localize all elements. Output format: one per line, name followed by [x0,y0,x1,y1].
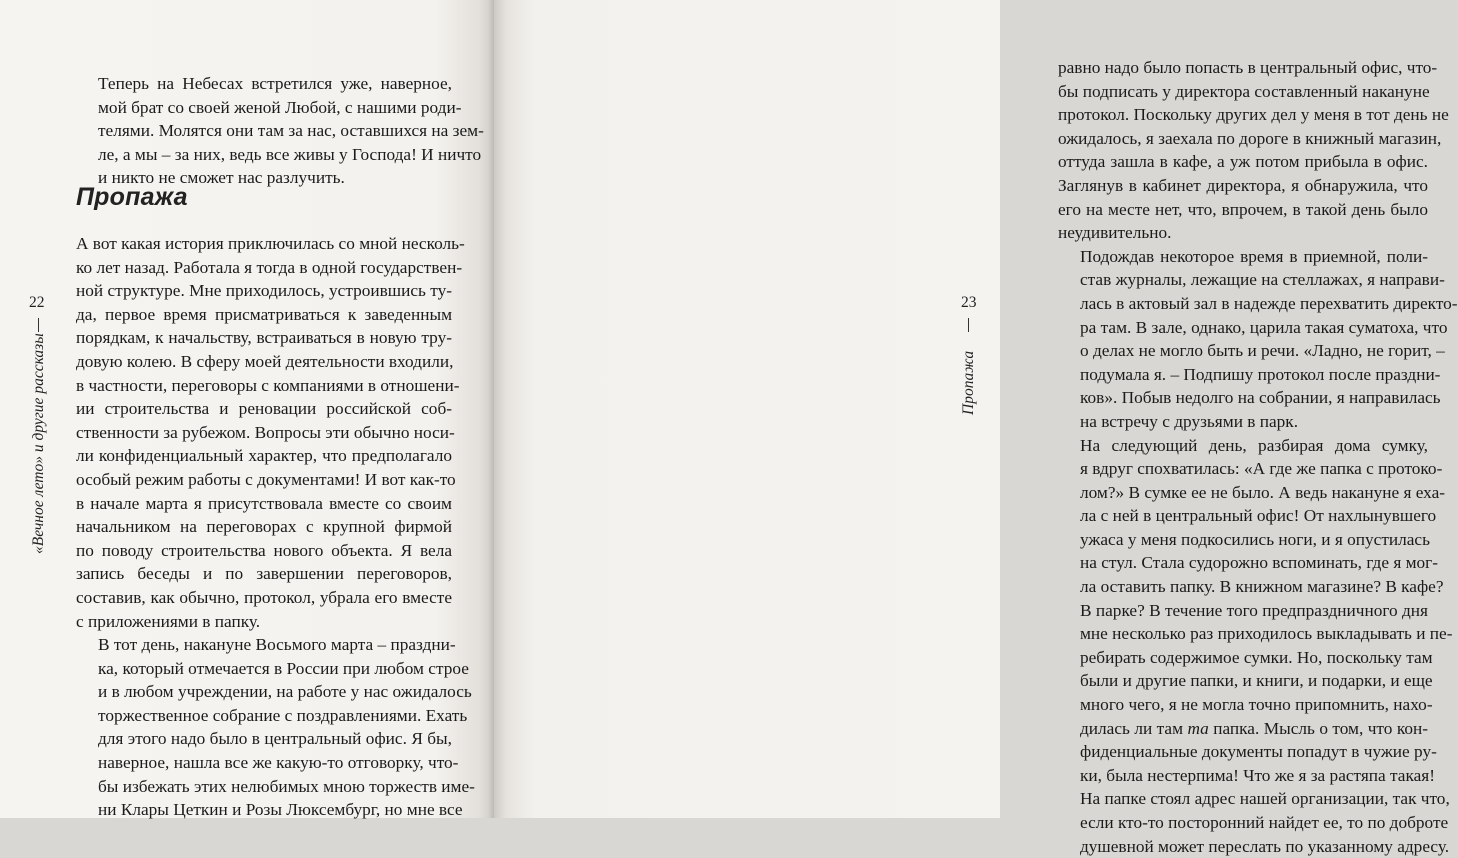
text-line: начальником на переговорах с крупной фирмой [76,517,452,537]
left-page [0,0,494,818]
text-line: душевной может переслать по указанному адресу. [1080,836,1450,856]
text-line: я вдруг спохватилась: «А где же папка с протоко- [1080,459,1443,479]
text-line: дилась ли там та папка. Мысль о том, что кон- [1080,718,1428,738]
section-heading: Пропажа [76,183,188,211]
text-line: торжественное собрание с поздравлениями. Ехать [98,705,468,725]
text-line: и в любом учреждении, на работе у нас ожидалось [98,682,472,702]
text-line: лась в актовый зал в надежде перехватить директо- [1080,293,1458,313]
text-line: ужаса у меня подкосились ноги, и я опустилась [1080,529,1430,549]
text-line: оттуда зашла в кафе, а уж потом прибыла в офис. [1058,152,1428,172]
text-line: На папке стоял адрес нашей организации, так что, [1080,789,1450,809]
text-line: по поводу строительства нового объекта. Я вела [76,540,452,560]
text-line: ле, а мы – за них, ведь все живы у Господа! И ничто [98,144,482,164]
text-line: В тот день, накануне Восьмого марта – праздни- [98,635,456,655]
text-line: особый режим работы с документами! И вот как-то [76,469,456,489]
text-line: мой брат со своей женой Любой, с нашими роди- [98,97,462,117]
text-line: были и другие папки, и книги, и подарки, и еще [1080,671,1433,691]
text-line: довую колею. В сферу моей деятельности входили, [76,351,454,371]
text-line: ственности за рубежом. Вопросы эти обычно носи- [76,422,455,442]
text-line: ра там. В зале, однако, царила такая суматоха, что [1080,317,1448,337]
text-line: ков». Побыв недолго на собрании, я направилась [1080,388,1441,408]
right-running-head: Пропажа [960,350,977,415]
text-line: мне несколько раз приходилось выкладывать и пе- [1080,624,1453,644]
text-line: о делах не могло быть и речи. «Ладно, не горит, – [1080,341,1445,361]
text-line: в частности, переговоры с компаниями в отношени- [76,375,460,395]
text-line: порядкам, к начальству, встраиваться в новую тру- [76,328,452,348]
text-line: если кто-то посторонний найдет ее, то по доброте [1080,813,1449,832]
text-line: Заглянув в кабинет директора, я обнаружила, что [1058,175,1428,195]
text-line: ла с ней в центральный офис! От нахлынувшего [1080,506,1437,526]
text-line: ии строительства и реновации российской соб- [76,399,452,419]
left-page-number: 22 [29,294,45,311]
text-line: бы избежать этих нелюбимых мною торжеств име- [98,776,475,796]
text-line: на встречу с друзьями в парк. [1080,411,1299,431]
right-page [494,0,1458,856]
text-line: ла оставить папку. В книжном магазине? В кафе? [1080,577,1444,597]
right-margin-rule [968,318,969,332]
right-body-text [1058,56,1458,858]
text-line: протокол. Поскольку других дел у меня в тот день не [1058,105,1449,125]
text-line: На следующий день, разбирая дома сумку, [1080,435,1428,455]
text-line: ли конфиденциальный характер, что предполагало [76,446,452,466]
text-line: Теперь на Небесах встретился уже, наверное, [98,74,452,93]
text-line: ребирать содержимое сумки. Но, поскольку там [1080,647,1433,667]
left-body-text [76,232,475,822]
text-line: В парке? В течение того предпраздничного дня [1080,600,1428,620]
text-line: для этого надо было в центральный офис. Я бы, [98,729,452,749]
right-page-number: 23 [961,294,977,311]
text-line: ка, который отмечается в России при любом строе [98,658,469,678]
text-line: составив, как обычно, протокол, убрала его вместе [76,587,452,607]
text-line: подумала я. – Подпишу протокол после праздни- [1080,364,1441,384]
text-line: фиденциальные документы попадут в чужие ру- [1080,742,1437,762]
left-margin-rule [38,318,39,332]
text-line: А вот какая история приключилась со мной несколь- [76,234,465,253]
text-line: лом?» В сумке ее не было. А ведь накануне я еха- [1080,482,1445,502]
emphasis: та [1187,718,1209,738]
text-line: Подождав некоторое время в приемной, поли- [1080,246,1428,266]
text-line: много чего, я не могла точно припомнить, нахо- [1080,695,1433,715]
text-line: телями. Молятся они там за нас, оставшихся на зем- [98,121,484,141]
text-line: ни Клары Цеткин и Розы Люксембург, но мне все [98,800,463,820]
text-line: ко лет назад. Работала я тогда в одной государствен- [76,257,463,277]
text-line: равно надо было попасть в центральный офис, что- [1058,58,1438,77]
text-line: и никто не сможет нас разлучить. [98,168,345,188]
text-line: став журналы, лежащие на стеллажах, я направи- [1080,270,1445,290]
text-line: ки, была нестерпима! Что же я за растяпа такая! [1080,765,1435,785]
text-line: с приложениями в папку. [76,611,261,631]
text-line: ожидалось, я заехала по дороге в книжный магазин, [1058,128,1442,148]
text-line: его на месте нет, что, впрочем, в такой день было [1058,199,1428,219]
text-line: наверное, нашла все же какую-то отговорку, что- [98,753,459,773]
text-line: да, первое время присматриваться к заведенным [76,304,452,324]
left-running-head: «Вечное лето» и другие рассказы [30,333,47,554]
text-line: запись беседы и по завершении переговоров, [76,564,452,584]
opening-paragraph [76,72,484,190]
text-line: в начале марта я присутствовала вместе со своим [76,493,452,513]
text-line: неудивительно. [1058,223,1172,243]
text-line: ной структуре. Мне приходилось, устроившись ту- [76,281,452,301]
text-line: на стул. Стала судорожно вспоминать, где я мог- [1080,553,1439,573]
text-line: бы подписать у директора составленный накануне [1058,81,1430,101]
